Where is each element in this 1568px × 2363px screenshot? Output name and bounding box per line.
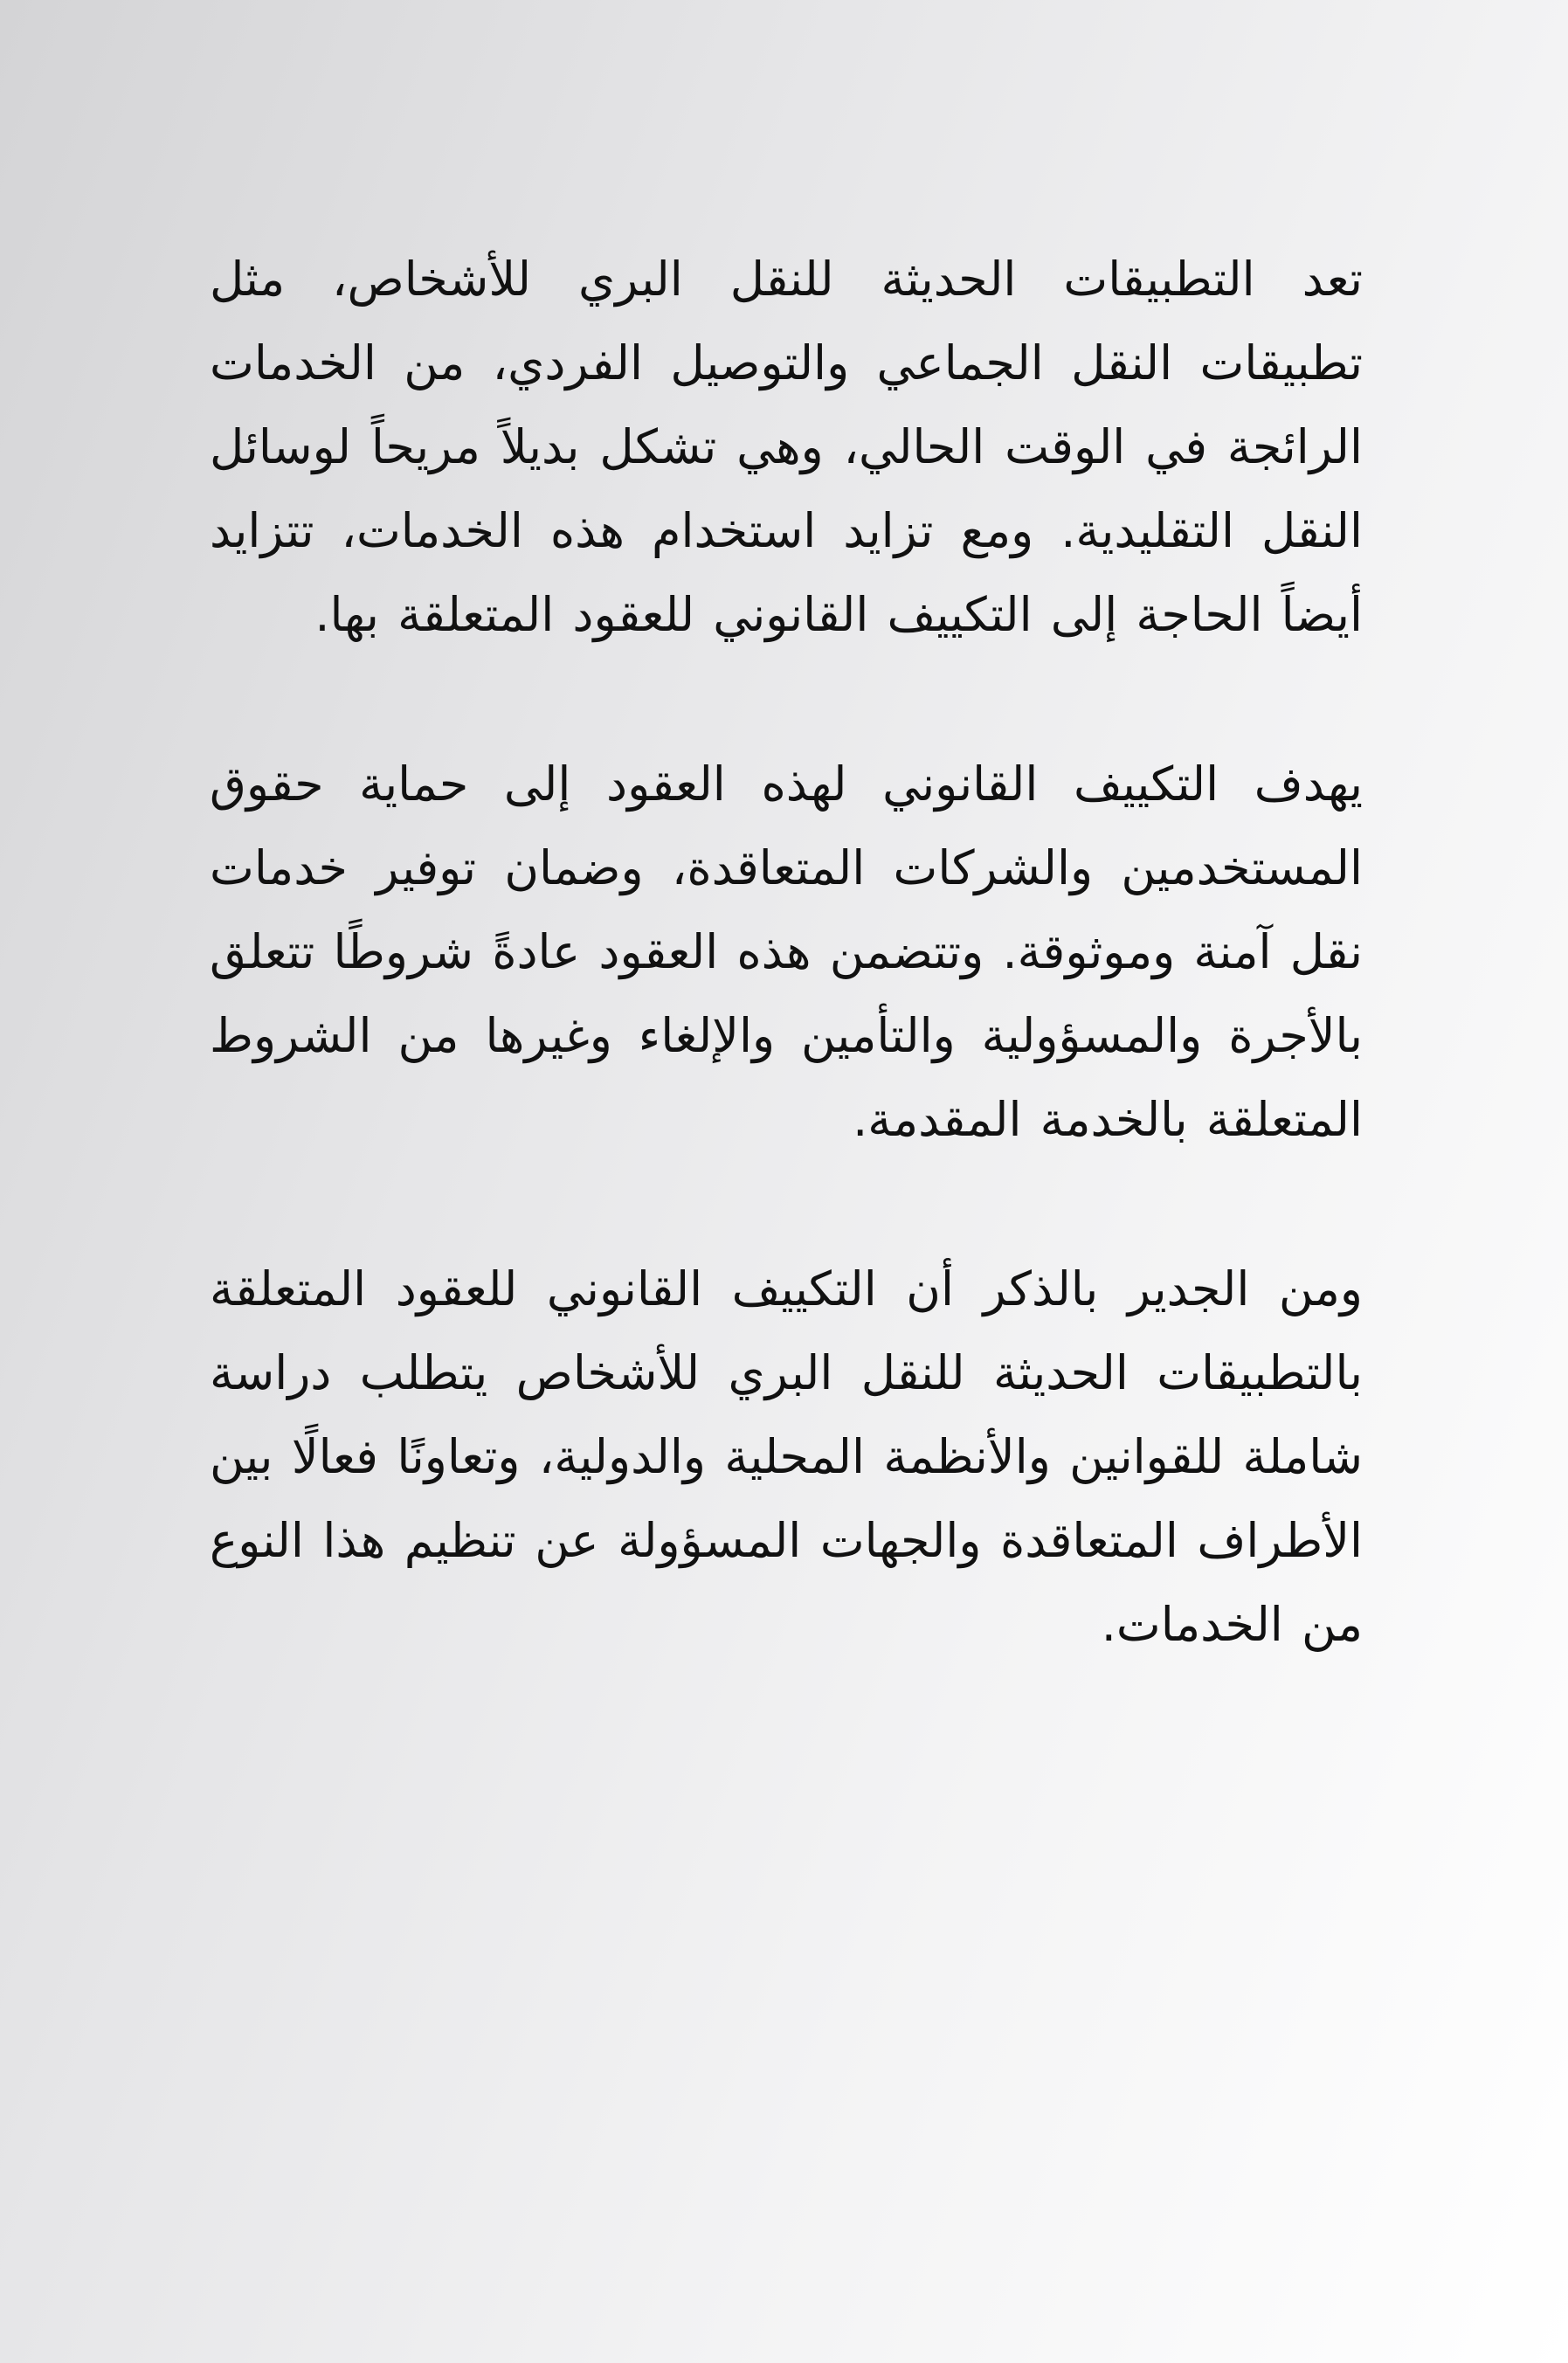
paragraph-2: يهدف التكييف القانوني لهذه العقود إلى حماية حقوق المستخدمين والشركات المتعاقدة، وضمان توفير خدمات نقل آمنة وموثوقة. وتتضمن هذه العقود عادةً شروطًا تتعلق بالأجرة والمسؤولية والتأمين والإلغاء وغيرها من الشروط المتعلقة بالخدمة المقدمة. [210, 757, 1363, 1147]
paragraph-3: ومن الجدير بالذكر أن التكييف القانوني للعقود المتعلقة بالتطبيقات الحديثة للنقل البري للأشخاص يتطلب دراسة شاملة للقوانين والأنظمة المحلية والدولية، وتعاونًا فعالًا بين الأطراف المتعاقدة والجهات المسؤولة عن تنظيم هذا النوع من الخدمات. [210, 1261, 1363, 1652]
paragraph-1: تعد التطبيقات الحديثة للنقل البري للأشخاص، مثل تطبيقات النقل الجماعي والتوصيل الفردي، من الخدمات الرائجة في الوقت الحالي، وهي تشكل بديلاً مريحاً لوسائل النقل التقليدية. ومع تزايد استخدام هذه الخدمات، تتزايد أيضاً الحاجة إلى التكييف القانوني للعقود المتعلقة بها. [210, 252, 1363, 642]
article-body [210, 238, 1363, 1667]
